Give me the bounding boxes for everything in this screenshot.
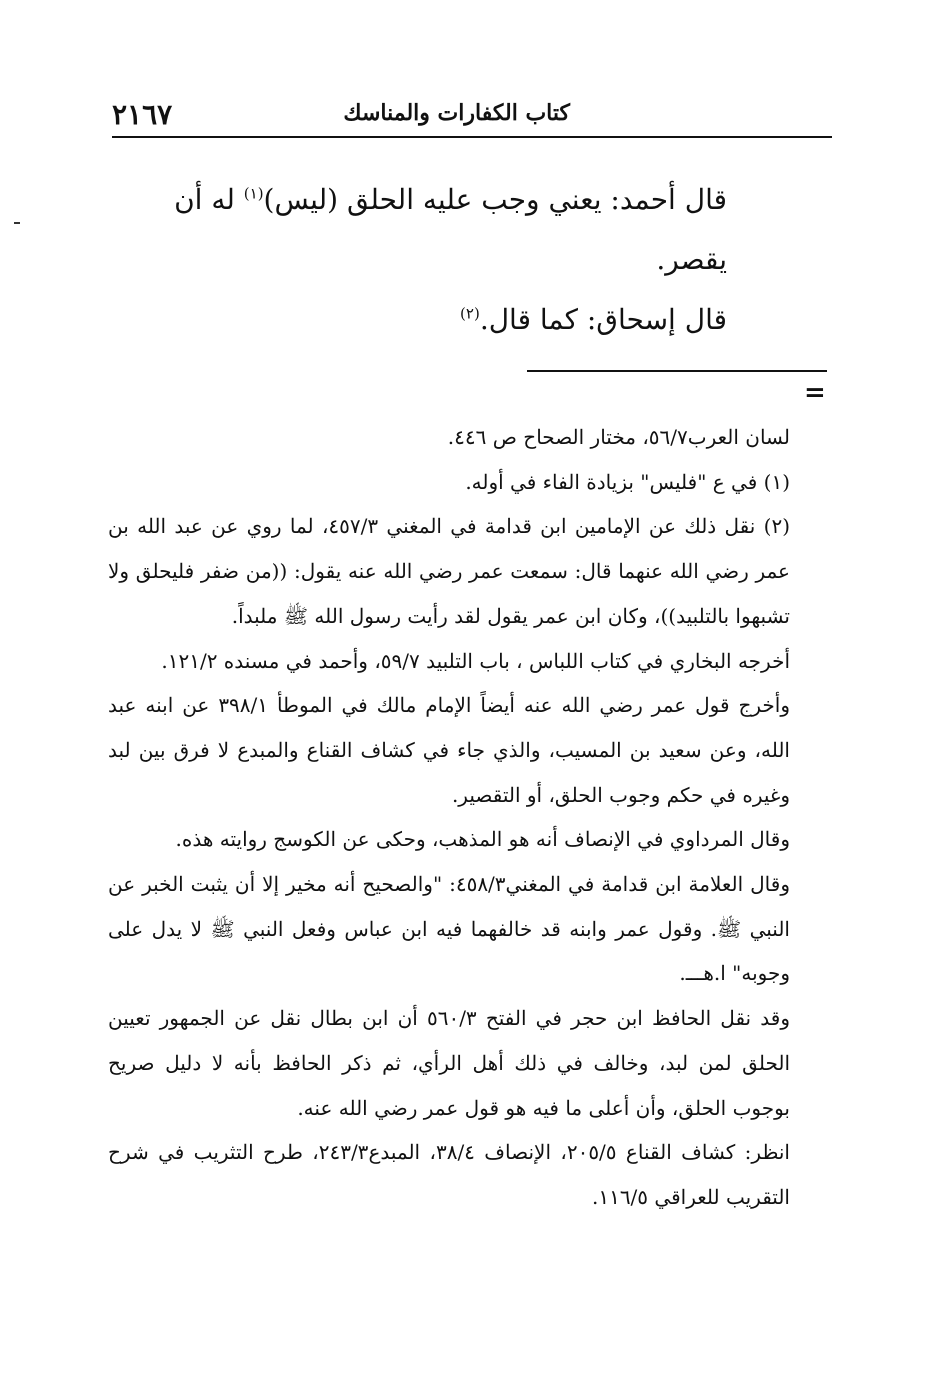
footnote-2-paragraph-3: وأخرج قول عمر رضي الله عنه أيضاً الإمام مالك في الموطأ ٣٩٨/١ عن ابنه عبد الله، وعن سعيد بن المسيب، والذي جاء في كشاف القناع والمبدع لا فرق بين لبد وغيره في حكم وجوب الحلق، أو التقصير.: [108, 693, 791, 807]
footnote-ref-2: (٢): [460, 304, 480, 323]
footnote-continuation: لسان العرب٥٦/٧، مختار الصحاح ص ٤٤٦.: [447, 425, 790, 449]
footnote-2-paragraph-4: وقال المرداوي في الإنصاف أنه هو المذهب، وحكى عن الكوسج روايته هذه.: [175, 827, 790, 852]
footnotes: [108, 415, 790, 1220]
footnote-1: (١) في ع "فليس" بزيادة الفاء في أوله.: [465, 469, 790, 494]
running-title: كتاب الكفارات والمناسك: [343, 100, 570, 126]
footnote-divider: [527, 370, 827, 372]
main-text-line-1: [167, 170, 727, 290]
continuation-mark: =: [804, 378, 826, 408]
page-header: [112, 96, 832, 136]
main-text: [167, 170, 727, 350]
footnote-2-paragraph-6: وقد نقل الحافظ ابن حجر في الفتح ٥٦٠/٣ أن ابن بطال نقل عن الجمهور تعيين الحلق لمن لبد، وخالف في ذلك أهل الرأي، ثم ذكر الحافظ بأنه لا دليل صريح بوجوب الحلق، وأن أعلى ما فيه هو قول عمر رضي الله عنه.: [108, 1006, 790, 1120]
footnote-2-paragraph-7: انظر: كشاف القناع ٢٠٥/٥، الإنصاف ٣٨/٤، المبدع٢٤٣/٣، طرح التثريب في شرح التقريب للعراقي ١١٦/٥.: [108, 1140, 790, 1209]
main-text-line-1-start: قال أحمد: يعني وجب عليه الحلق (ليس): [263, 183, 727, 216]
page-number: ٢١٦٧: [112, 98, 173, 131]
margin-mark: [14, 222, 20, 224]
footnote-2-paragraph-5: وقال العلامة ابن قدامة في المغني٤٥٨/٣: "والصحيح أنه مخير إلا أن يثبت الخبر عن النبي ﷺ. وقول عمر وابنه قد خالفهما فيه ابن عباس وفعل النبي ﷺ لا يدل على وجوبه" ا.هـــ.: [108, 872, 790, 986]
main-text-line-2-start: قال إسحاق: كما قال.: [479, 303, 727, 336]
main-text-line-2: [167, 290, 727, 350]
footnote-2-paragraph-2: أخرجه البخاري في كتاب اللباس ، باب التلبيد ٥٩/٧، وأحمد في مسنده ١٢١/٢.: [161, 648, 790, 673]
main-text-line-1-end: له أن يقصر.: [174, 183, 727, 276]
footnote-2: (٢) نقل ذلك عن الإمامين ابن قدامة في المغني ٤٥٧/٣، لما روي عن عبد الله بن عمر رضي الله عنهما قال: سمعت عمر رضي الله عنه يقول: ((من ضفر فليحلق ولا تشبهوا بالتلبيد))، وكان ابن عمر يقول لقد رأيت رسول الله ﷺ ملبداً.: [108, 514, 790, 628]
footnote-ref-1: (١): [243, 184, 264, 203]
header-divider: [112, 136, 832, 138]
